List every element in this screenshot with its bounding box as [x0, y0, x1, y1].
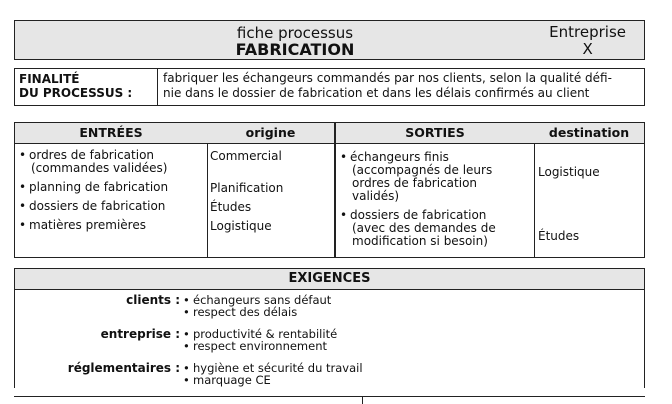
header-entrees: ENTRÉES — [15, 123, 207, 144]
requirements-box — [14, 268, 645, 388]
io-table — [14, 122, 645, 258]
sortie-subline: validés) — [352, 189, 400, 203]
entree-subline: (commandes validées) — [31, 161, 168, 175]
origine-value: Logistique — [210, 219, 272, 233]
bullet-icon: • — [183, 373, 190, 387]
requirement-group-label: réglementaires : — [67, 361, 180, 375]
sortie-item — [340, 209, 532, 248]
requirement-group-label: clients : — [126, 293, 180, 307]
company-name: X — [582, 40, 593, 58]
bullet-icon: • — [19, 199, 27, 213]
sortie-subline: modification si besoin) — [352, 234, 488, 248]
requirement-text: respect environnement — [193, 339, 328, 353]
requirement-item — [183, 340, 327, 352]
purpose-label-line2: DU PROCESSUS : — [19, 86, 133, 100]
header-sorties: SORTIES — [336, 123, 534, 144]
sortie-line: échangeurs finis — [350, 150, 449, 164]
bottom-divider — [14, 396, 645, 397]
column-destination — [534, 123, 644, 257]
company-label: Entreprise — [549, 23, 626, 41]
requirement-item — [183, 306, 297, 318]
entree-line: planning de fabrication — [29, 180, 169, 194]
column-entrees — [15, 123, 208, 257]
origine-value: Études — [210, 200, 252, 214]
entree-item — [19, 219, 205, 232]
requirement-text: hygiène et sécurité du travail — [193, 361, 363, 375]
bullet-icon: • — [19, 148, 27, 162]
destination-value: Logistique — [538, 165, 600, 179]
bullet-icon: • — [183, 293, 190, 307]
entree-item — [19, 181, 205, 194]
entree-line: dossiers de fabrication — [29, 199, 166, 213]
company-block — [549, 24, 626, 58]
sortie-line: dossiers de fabrication — [350, 208, 487, 222]
purpose-label — [15, 69, 158, 105]
bullet-icon: • — [340, 208, 348, 222]
sortie-item — [340, 151, 532, 203]
header-origine: origine — [207, 123, 334, 144]
bullet-icon: • — [19, 180, 27, 194]
bullet-icon: • — [183, 327, 190, 341]
sheet-subtitle: fiche processus — [236, 24, 354, 42]
bottom-divider-tick — [362, 396, 363, 404]
purpose-text-line1: fabriquer les échangeurs commandés par nos clients, selon la qualité défi- — [163, 71, 612, 85]
bullet-icon: • — [340, 150, 348, 164]
requirement-text: respect des délais — [193, 305, 298, 319]
origine-value: Commercial — [210, 149, 282, 163]
sheet-header — [14, 20, 645, 60]
bullet-icon: • — [183, 339, 190, 353]
requirement-text: productivité & rentabilité — [193, 327, 338, 341]
sheet-title: FABRICATION — [235, 40, 355, 59]
sortie-subline: ordres de fabrication — [352, 176, 478, 190]
sortie-subline: (avec des demandes de — [352, 221, 496, 235]
purpose-text-line2: nie dans le dossier de fabrication et dans les délais confirmés au client — [163, 86, 590, 100]
destination-value: Études — [538, 229, 580, 243]
entree-item — [19, 149, 205, 175]
requirement-group-label: entreprise : — [100, 327, 180, 341]
requirements-title: EXIGENCES — [15, 269, 644, 290]
purpose-box — [14, 68, 645, 106]
bullet-icon: • — [19, 218, 27, 232]
requirement-item — [183, 374, 271, 386]
column-sorties — [336, 123, 535, 257]
column-origine — [207, 123, 336, 257]
requirement-text: échangeurs sans défaut — [193, 293, 332, 307]
requirement-text: marquage CE — [193, 373, 271, 387]
entree-line: matières premières — [29, 218, 146, 232]
entree-item — [19, 200, 205, 213]
header-destination: destination — [534, 123, 644, 144]
bullet-icon: • — [183, 361, 190, 375]
bullet-icon: • — [183, 305, 190, 319]
purpose-label-line1: FINALITÉ — [19, 72, 80, 86]
purpose-text — [158, 69, 644, 105]
entree-line: ordres de fabrication — [29, 148, 155, 162]
sortie-subline: (accompagnés de leurs — [352, 163, 493, 177]
origine-value: Planification — [210, 181, 284, 195]
